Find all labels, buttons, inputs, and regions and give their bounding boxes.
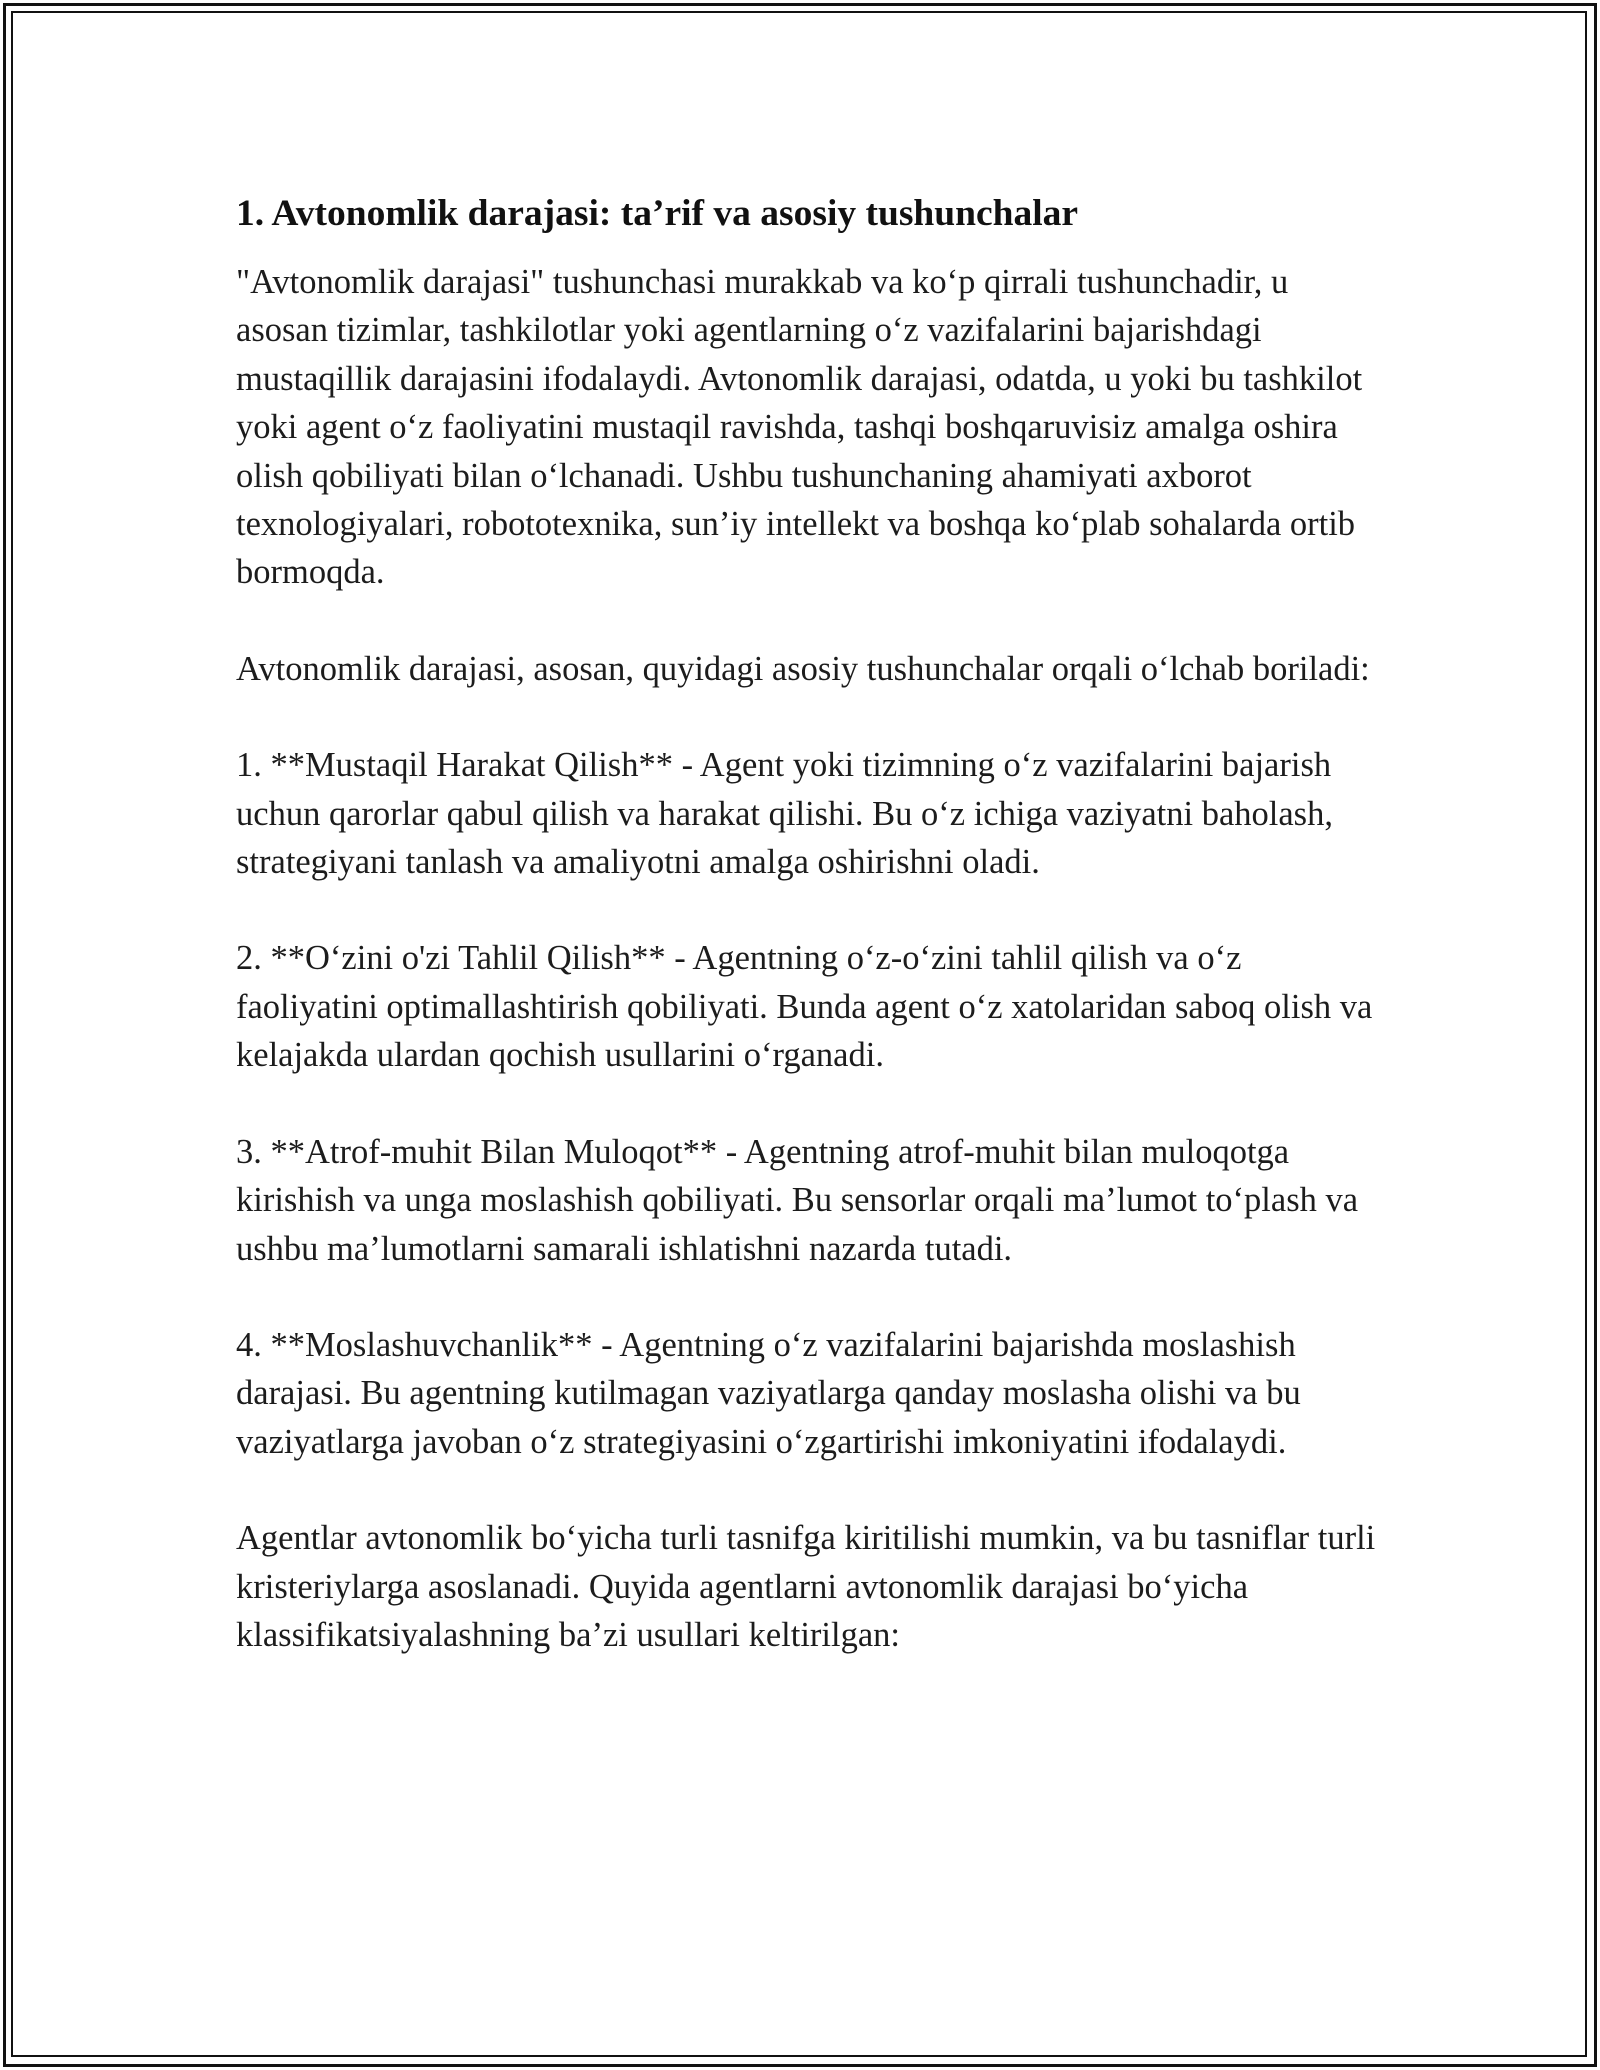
section-heading: 1. Avtonomlik darajasi: ta’rif va asosiy tushunchalar — [236, 193, 1079, 234]
paragraph-definition: "Avtonomlik darajasi" tushunchasi murakkab va ko‘p qirrali tushunchadir, u asosan tizimlar, tashkilotlar yoki agentlarning o‘z vazifalarini bajarishdagi mustaqillik darajasini ifodalaydi. Avtonomlik darajasi, odatda, u yoki bu tashkilot yoki agent o‘z faoliyatini mustaqil ravishda, tashqi boshqaruvisiz amalga oshira olish qobiliyati bilan o‘lchanadi. Ushbu tushunchaning ahamiyati axborot texnologiyalari, robototexnika, sun’iy intellekt va boshqa ko‘plab sohalarda ortib bormoqda. — [236, 263, 1363, 592]
document-body — [236, 188, 1376, 1707]
paragraph-classification: Agentlar avtonomlik bo‘yicha turli tasnifga kiritilishi mumkin, va bu tasniflar turli kristeriylarga asoslanadi. Quyida agentlarni avtonomlik darajasi bo‘yicha klassifikatsiyalashning ba’zi usullari keltirilgan: — [236, 1519, 1376, 1654]
list-item-adaptability: 4. **Moslashuvchanlik** - Agentning o‘z vazifalarini bajarishda moslashish darajasi. Bu agentning kutilmagan vaziyatlarga qanday moslasha olishi va bu vaziyatlarga javoban o‘z strategiyasini o‘zgartirishi imkoniyatini ifodalaydi. — [236, 1325, 1301, 1461]
list-item-environment-interaction: 3. **Atrof-muhit Bilan Muloqot** - Agentning atrof-muhit bilan muloqotga kirishish va unga moslashish qobiliyati. Bu sensorlar orqali ma’lumot to‘plash va ushbu ma’lumotlarni samarali ishlatishni nazarda tutadi. — [236, 1132, 1359, 1268]
list-item-self-analysis: 2. **O‘zini o'zi Tahlil Qilish** - Agentning o‘z-o‘zini tahlil qilish va o‘z faoliyatini optimallashtirish qobiliyati. Bunda agent o‘z xatolaridan saboq olish va kelajakda ulardan qochish usullarini o‘rganadi. — [236, 939, 1373, 1075]
paragraph-intro-list: Avtonomlik darajasi, asosan, quyidagi asosiy tushunchalar orqali o‘lchab boriladi: — [236, 649, 1370, 688]
list-item-independent-action: 1. **Mustaqil Harakat Qilish** - Agent yoki tizimning o‘z vazifalarini bajarish uchun qarorlar qabul qilish va harakat qilishi. Bu o‘z ichiga vaziyatni baholash, strategiyani tanlash va amaliyotni amalga oshirishni oladi. — [236, 746, 1333, 882]
